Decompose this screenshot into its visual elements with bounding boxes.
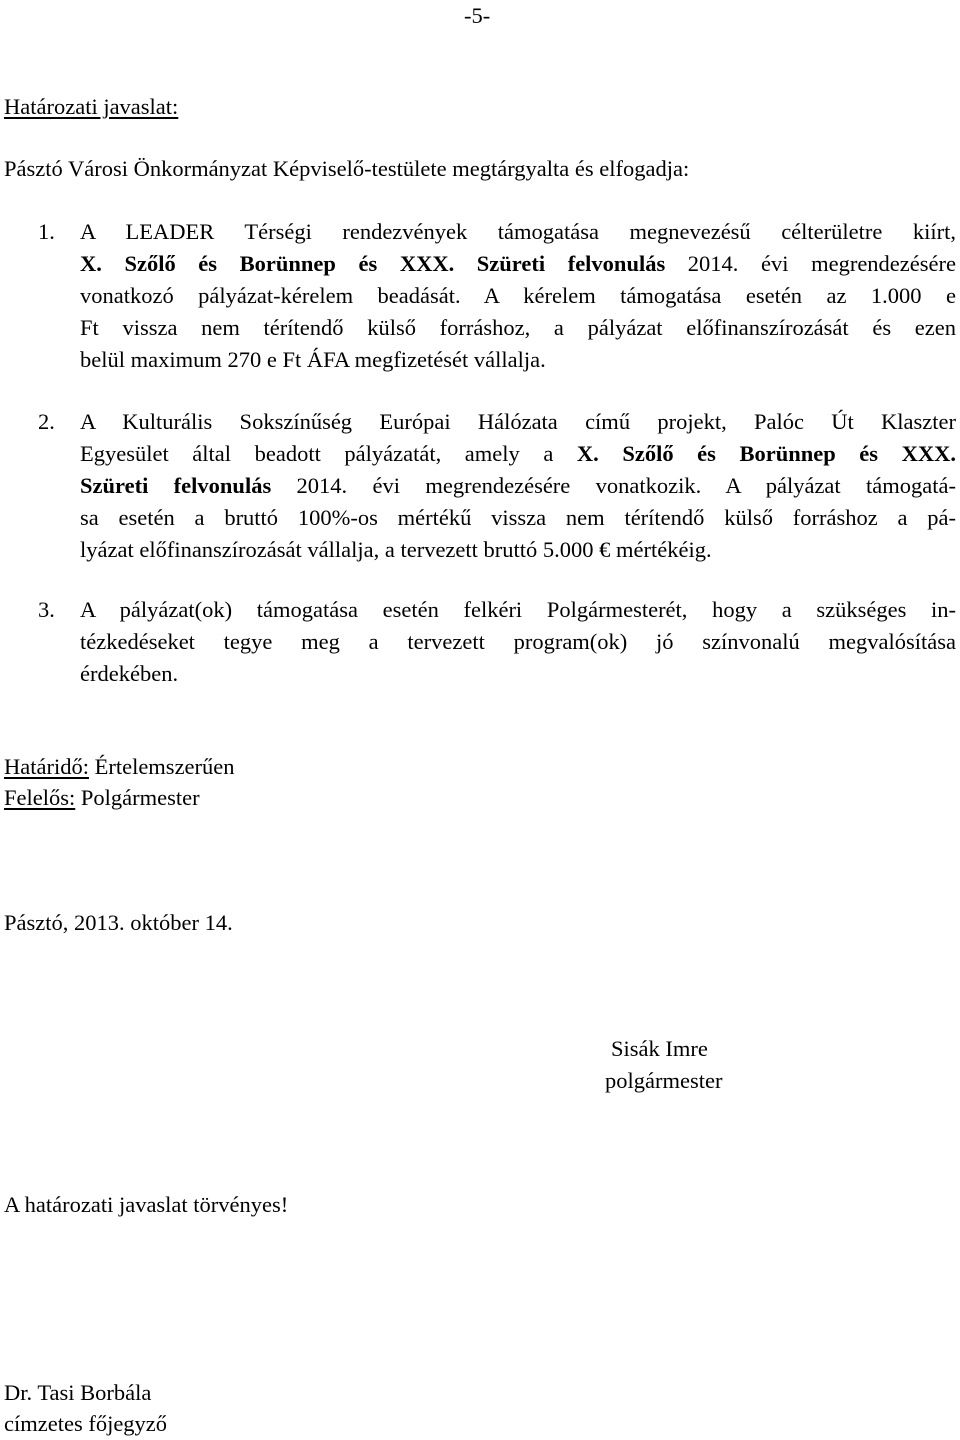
text-run: lyázat előfinanszírozását vállalja, a tervezett bruttó 5.000 € mértékéig. — [80, 537, 712, 562]
text-run: belül maximum 270 e Ft ÁFA megfizetését vállalja. — [80, 347, 546, 372]
deadline-line — [4, 751, 235, 783]
notary-name: Dr. Tasi Borbála — [4, 1380, 152, 1405]
item-line — [80, 470, 956, 502]
item-number: 1. — [38, 219, 55, 244]
item-line — [80, 534, 956, 566]
item-line — [80, 216, 956, 248]
item-line — [80, 312, 956, 344]
text-run: érdekében. — [80, 661, 179, 686]
item-text — [80, 216, 956, 376]
responsible-line — [4, 782, 200, 814]
text-run: A LEADER Térségi rendezvények támogatása megnevezésű célterületre kiírt, — [80, 219, 956, 244]
text-run: 2014. évi megrendezésére — [665, 251, 956, 276]
place-date: Pásztó, 2013. október 14. — [4, 910, 233, 935]
item-line — [80, 280, 956, 312]
item-line — [80, 406, 956, 438]
page-number: -5- — [464, 3, 491, 28]
item-line — [80, 344, 956, 376]
item-line — [80, 438, 956, 470]
legal-statement: A határozati javaslat törvényes! — [4, 1192, 289, 1217]
item-number: 2. — [38, 409, 55, 434]
notary-title: címzetes főjegyző — [4, 1411, 168, 1436]
text-run: Ft vissza nem térítendő külső forráshoz, a pályázat előfinanszírozását és ezen — [80, 315, 956, 340]
proposal-heading: Határozati javaslat: — [4, 94, 179, 119]
text-run: 2014. évi megrendezésére vonatkozik. A pályázat támogatá- — [271, 473, 956, 498]
responsible-label: Felelős: — [4, 785, 76, 810]
text-run: A pályázat(ok) támogatása esetén felkéri Polgármesterét, hogy a szükséges in- — [80, 597, 956, 622]
responsible-value: Polgármester — [75, 785, 200, 810]
deadline-label: Határidő: — [4, 754, 89, 779]
item-text — [80, 406, 956, 566]
text-run: sa esetén a bruttó 100%-os mértékű vissza nem térítendő külső forráshoz a pá- — [80, 505, 956, 530]
item-number: 3. — [38, 597, 55, 622]
bold-text: X. Szőlő és Borünnep és XXX. Szüreti felvonulás — [80, 251, 666, 276]
signatory-name: Sisák Imre — [611, 1036, 708, 1061]
intro-text: Pásztó Városi Önkormányzat Képviselő-testülete megtárgyalta és elfogadja: — [4, 156, 690, 181]
text-run: A Kulturális Sokszínűség Európai Hálózata című projekt, Palóc Út Klaszter — [80, 409, 956, 434]
bold-text: Szüreti felvonulás — [80, 473, 272, 498]
item-text — [80, 594, 956, 690]
signatory-title: polgármester — [605, 1068, 723, 1093]
item-line — [80, 626, 956, 658]
text-run: Egyesület által beadott pályázatát, amely a — [80, 441, 577, 466]
item-line — [80, 658, 956, 690]
deadline-value: Értelemszerűen — [88, 754, 235, 779]
text-run: vonatkozó pályázat-kérelem beadását. A kérelem támogatása esetén az 1.000 e — [80, 283, 956, 308]
item-line — [80, 248, 956, 280]
text-run: tézkedéseket tegye meg a tervezett program(ok) jó színvonalú megvalósítása — [80, 629, 956, 654]
bold-text: X. Szőlő és Borünnep és XXX. — [576, 441, 956, 466]
item-line — [80, 594, 956, 626]
item-line — [80, 502, 956, 534]
